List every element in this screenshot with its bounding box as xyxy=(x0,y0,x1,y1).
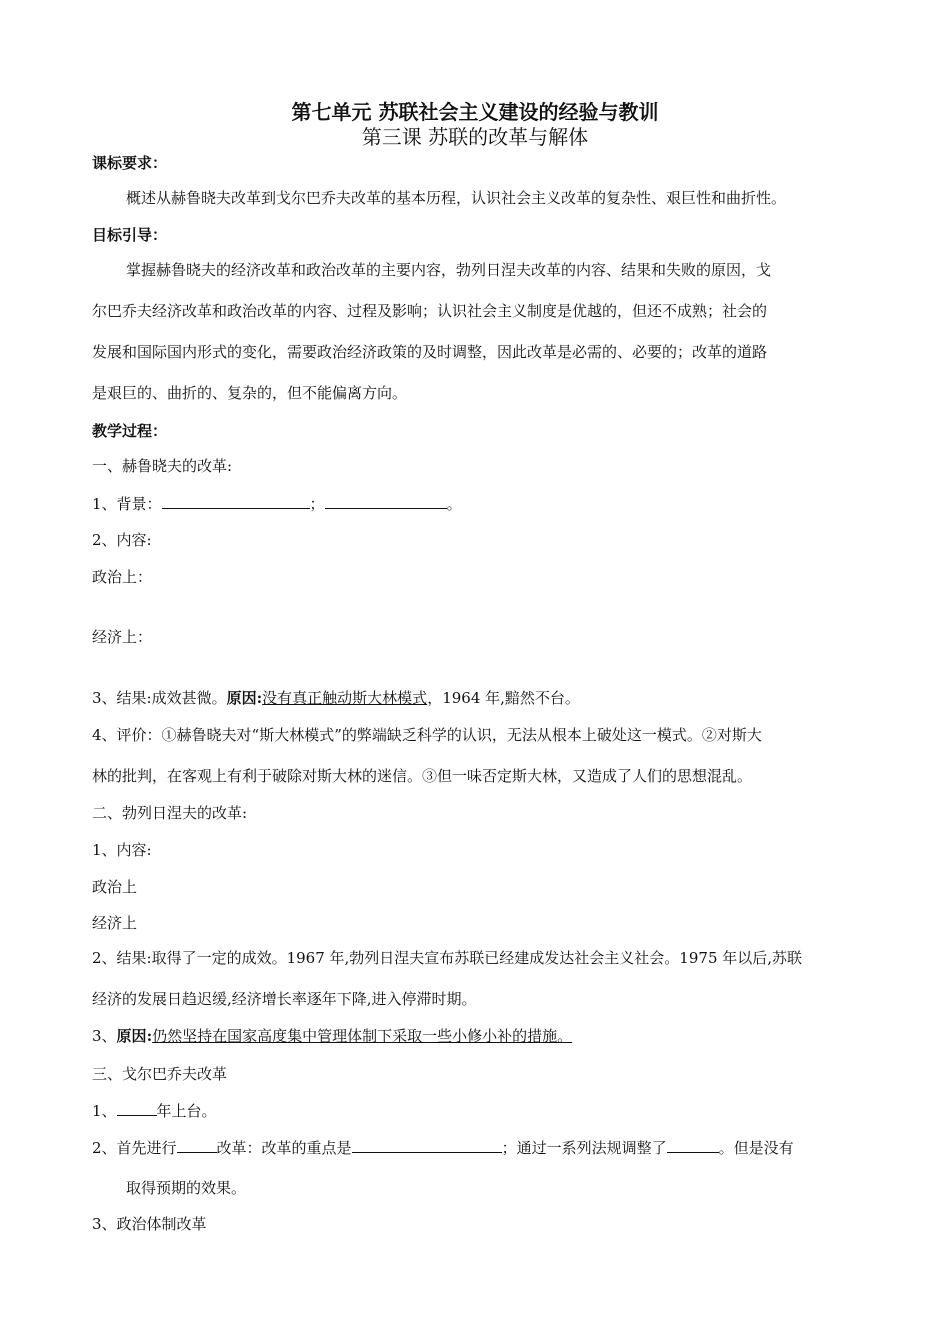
content-label: 2、内容: xyxy=(92,531,152,549)
section-2-heading: 二、勃列日涅夫的改革: xyxy=(92,804,248,822)
jiaoxue-heading: 教学过程： xyxy=(92,422,168,440)
content-label: 1、内容: xyxy=(92,841,152,859)
reason-label: 原因 xyxy=(226,689,257,707)
kebiao-heading: 课标要求： xyxy=(92,154,168,172)
unit-title: 第七单元 苏联社会主义建设的经验与教训 xyxy=(291,100,659,124)
item-2-continuation: 取得预期的效果。 xyxy=(126,1179,247,1197)
fill-blank[interactable] xyxy=(667,1137,719,1153)
item-number: 3、 xyxy=(92,1027,117,1045)
section-3-heading: 三、戈尔巴乔夫改革 xyxy=(92,1065,228,1083)
kebiao-text: 概述从赫鲁晓夫改革到戈尔巴乔夫改革的基本历程，认识社会主义改革的复杂性、艰巨性和曲折性。 xyxy=(126,189,787,207)
item-text: ；通过一系列法规调整了 xyxy=(501,1139,667,1157)
result-text: 3、结果:成效甚微。 xyxy=(92,689,227,707)
fill-blank[interactable] xyxy=(117,1100,157,1116)
reason-text: 没有真正触动斯大林模式 xyxy=(262,689,428,707)
section-1-heading: 一、赫鲁晓夫的改革: xyxy=(92,457,233,475)
result-line: 经济的发展日趋迟缓,经济增长率逐年下降,进入停滞时期。 xyxy=(92,990,477,1008)
item-text: 改革：改革的重点是 xyxy=(216,1139,352,1157)
mubiao-line: 发展和国际国内形式的变化，需要政治经济政策的及时调整，因此改革是必需的、必要的；改革的道路 xyxy=(92,343,768,361)
reason-text: 仍然坚持在国家高度集中管理体制下采取一些小修小补的措施。 xyxy=(152,1027,573,1045)
lesson-title: 第三课 苏联的改革与解体 xyxy=(361,125,589,149)
item-2-line xyxy=(92,1137,794,1158)
background-line xyxy=(92,493,462,514)
separator: ； xyxy=(309,495,325,513)
evaluation-line: 4、评价：①赫鲁晓夫对“斯大林模式”的弊端缺乏科学的认识，无法从根本上破处这一模式。②对斯大 xyxy=(92,726,762,744)
fill-blank[interactable] xyxy=(162,493,310,509)
mubiao-line: 是艰巨的、曲折的、复杂的，但不能偏离方向。 xyxy=(92,384,408,402)
reason-colon: : xyxy=(146,1027,153,1045)
reason-line xyxy=(92,1026,572,1046)
item-text: 年上台。 xyxy=(156,1102,217,1120)
fill-blank[interactable] xyxy=(325,493,447,509)
item-number: 1、 xyxy=(92,1102,117,1120)
economy-label: 经济上： xyxy=(92,628,153,646)
result-line xyxy=(92,688,580,708)
result-line: 2、结果:取得了一定的成效。1967 年,勃列日涅夫宣布苏联已经建成发达社会主义社会。1975 年以后,苏联 xyxy=(92,949,803,967)
mubiao-line: 掌握赫鲁晓夫的经济改革和政治改革的主要内容，勃列日涅夫改革的内容、结果和失败的原因，戈 xyxy=(126,261,772,279)
mubiao-heading: 目标引导： xyxy=(92,226,168,244)
item-3-line: 3、政治体制改革 xyxy=(92,1215,207,1233)
background-label: 1、背景： xyxy=(92,495,162,513)
result-tail: ，1964 年,黯然不台。 xyxy=(427,689,580,707)
evaluation-line: 林的批判，在客观上有利于破除对斯大林的迷信。③但一味否定斯大林，又造成了人们的思想混乱。 xyxy=(92,767,753,785)
economy-label: 经济上 xyxy=(92,914,138,932)
line-end: 。 xyxy=(446,495,462,513)
item-1-line xyxy=(92,1100,217,1121)
politics-label: 政治上 xyxy=(92,878,138,896)
politics-label: 政治上： xyxy=(92,568,153,586)
item-text: 2、首先进行 xyxy=(92,1139,177,1157)
mubiao-line: 尔巴乔夫经济改革和政治改革的内容、过程及影响；认识社会主义制度是优越的，但还不成熟；社会的 xyxy=(92,302,768,320)
reason-colon: : xyxy=(256,689,263,707)
reason-label: 原因 xyxy=(116,1027,147,1045)
item-text: 。但是没有 xyxy=(718,1139,794,1157)
fill-blank[interactable] xyxy=(352,1137,502,1153)
fill-blank[interactable] xyxy=(177,1137,217,1153)
